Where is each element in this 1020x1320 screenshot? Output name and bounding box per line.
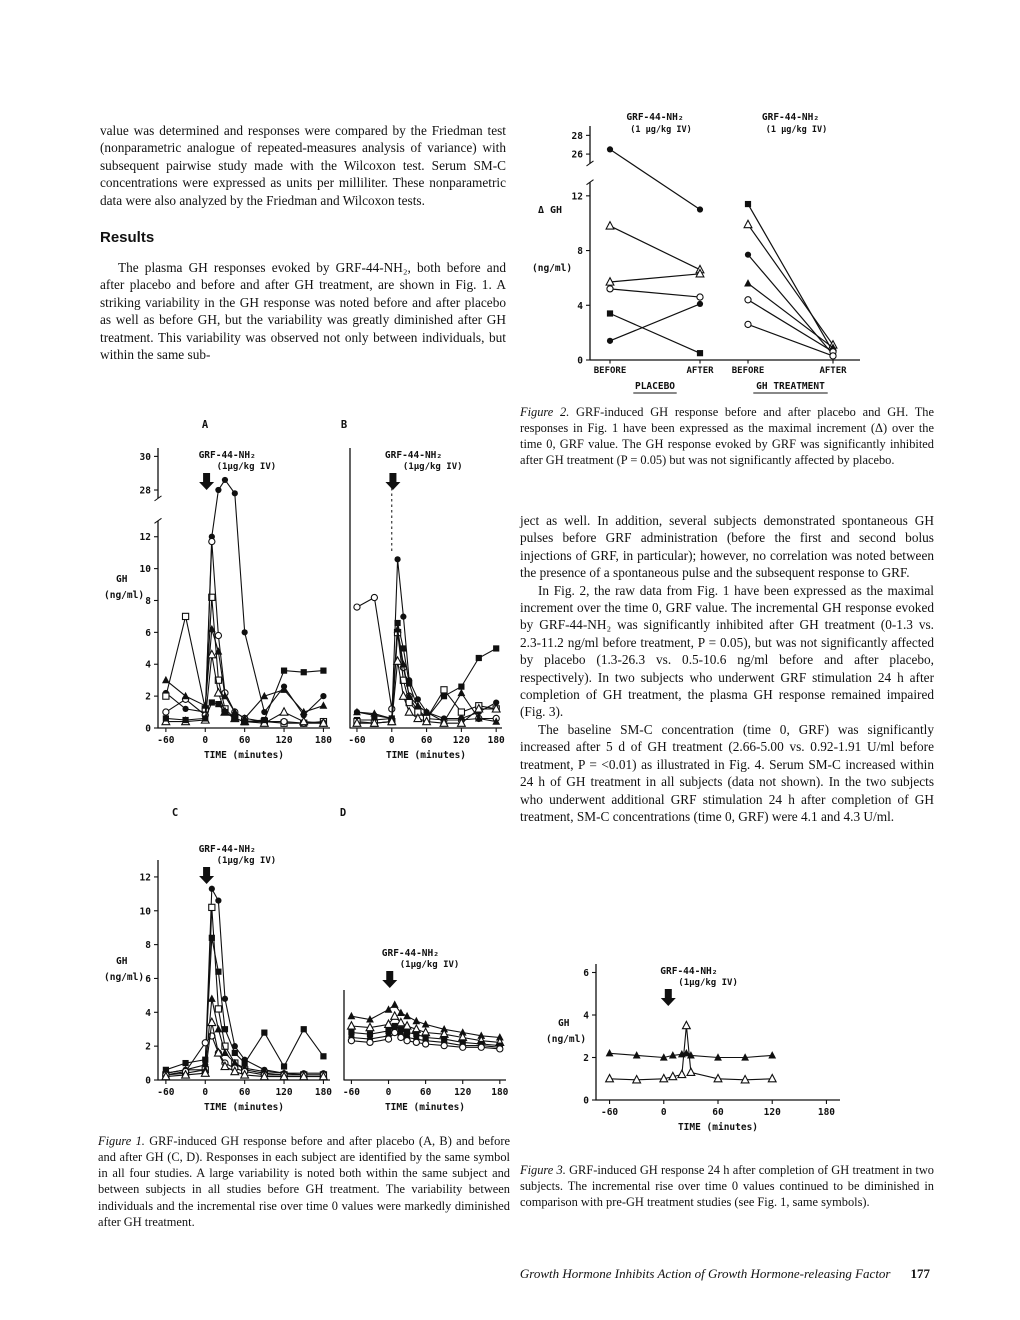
svg-text:-60: -60: [157, 735, 175, 746]
svg-text:26: 26: [571, 149, 583, 161]
svg-text:(ng/ml): (ng/ml): [546, 1034, 587, 1045]
svg-text:180: 180: [314, 735, 333, 746]
svg-text:10: 10: [139, 564, 151, 576]
data-series: [606, 1021, 776, 1083]
svg-text:-60: -60: [342, 1087, 361, 1098]
svg-text:(1μg/kg IV): (1μg/kg IV): [399, 960, 460, 970]
figure3-caption-text: GRF-induced GH response 24 h after completion of GH treatment in two subjects. The incremental rise over time 0 values continued to be diminished in comparison with pre-GH treatment studies (see Fig. 1, same symbols).: [520, 1163, 935, 1210]
svg-text:60: 60: [238, 1087, 251, 1098]
chart-canvas: [516, 106, 936, 418]
svg-text:10: 10: [139, 906, 151, 918]
running-title: Growth Hormone Inhibits Action of Growth Hormone-releasing Factor: [519, 1266, 891, 1281]
svg-text:2: 2: [145, 691, 151, 703]
svg-text:-60: -60: [157, 1087, 175, 1098]
svg-text:AFTER: AFTER: [686, 366, 714, 376]
svg-text:0: 0: [388, 735, 395, 746]
svg-text:120: 120: [275, 1087, 293, 1098]
svg-text:TIME (minutes): TIME (minutes): [203, 750, 285, 761]
svg-text:BEFORE: BEFORE: [731, 366, 765, 376]
svg-text:PLACEBO: PLACEBO: [634, 381, 676, 392]
svg-text:C: C: [171, 807, 179, 819]
svg-text:180: 180: [491, 1087, 509, 1098]
body-paragraph-3: The baseline SM-C concentration (time 0, GRF) was significantly increased after 5 d of GH treatment (2.66-5.00 vs. 0.92-1.91 U/ml before treatment, P = <0.01) as illustrated in Fig. 4. Serum SM-C increased within 24 h of GH treatment in all subjects (data not shown). In the two subjects who underwent additional GRF stimulation 24 h after completion of GH treatment, SM-C concentrations (time 0, GRF) were 4.1 and 4.3 U/ml.: [520, 721, 934, 824]
svg-text:12: 12: [139, 872, 151, 884]
page-footer: [100, 1266, 930, 1282]
svg-text:28: 28: [571, 130, 583, 142]
svg-text:0: 0: [202, 735, 209, 746]
svg-text:D: D: [339, 807, 347, 819]
svg-text:8: 8: [145, 595, 151, 607]
svg-text:120: 120: [275, 735, 293, 746]
svg-text:(1μg/kg IV): (1μg/kg IV): [216, 462, 277, 472]
svg-text:4: 4: [145, 659, 151, 671]
grf-annotation: [199, 844, 277, 884]
chart-canvas: [98, 418, 336, 778]
figure1-caption-label: Figure 1.: [98, 1134, 145, 1148]
grf-injection-arrow: [661, 989, 676, 1006]
svg-text:(ng/ml): (ng/ml): [532, 263, 573, 274]
grf-injection-arrow: [385, 473, 400, 490]
grf-injection-arrow: [382, 971, 397, 988]
svg-text:GRF-44-NH₂: GRF-44-NH₂: [761, 112, 820, 123]
figure1-panel-a: [98, 418, 336, 783]
svg-text:GH: GH: [558, 1018, 570, 1029]
figure3-caption: [520, 1162, 934, 1210]
svg-text:GRF-44-NH₂: GRF-44-NH₂: [384, 450, 443, 461]
svg-text:GRF-44-NH₂: GRF-44-NH₂: [660, 966, 718, 977]
figure2-caption-label: Figure 2.: [520, 405, 570, 419]
svg-text:6: 6: [145, 627, 151, 639]
figure1-caption-text: GRF-induced GH response before and after placebo (A, B) and before and after GH (C, D). Responses in each subject are identified by the same symbol in all four studies. A large variability is noted both within the same subject and between subjects in all studies before GH treatment. The variability between individuals and the incremental rise over time 0 values were markedly diminished after GH treatment.: [98, 1134, 511, 1229]
svg-text:(1μg/kg IV): (1μg/kg IV): [678, 978, 738, 988]
data-series: [162, 477, 327, 726]
results-heading: Results: [100, 229, 155, 246]
svg-text:30: 30: [139, 451, 151, 463]
paired-panel: [732, 112, 847, 393]
grf-annotation: [385, 450, 463, 490]
grf-injection-arrow: [199, 473, 214, 490]
svg-text:GH: GH: [116, 574, 128, 585]
svg-text:GH TREATMENT: GH TREATMENT: [756, 381, 825, 392]
paired-panel: [594, 112, 714, 393]
intro-paragraph: value was determined and responses were compared by the Friedman test (nonparametric analogue of repeated-measures analysis of variance) with subsequent pairwise study made with the Wilcoxon test. Serum SM-C concentrations were expressed as units per milliliter. These nonparametric data were also analyzed by the Friedman and Wilcoxon tests.: [100, 123, 506, 208]
svg-text:8: 8: [577, 246, 583, 258]
svg-text:BEFORE: BEFORE: [593, 366, 627, 376]
svg-text:4: 4: [583, 1010, 589, 1022]
svg-text:(1μg/kg IV): (1μg/kg IV): [216, 856, 277, 866]
svg-text:4: 4: [145, 1007, 151, 1019]
svg-text:(ng/ml): (ng/ml): [104, 590, 145, 601]
svg-text:TIME (minutes): TIME (minutes): [677, 1122, 759, 1133]
svg-text:6: 6: [583, 968, 589, 979]
svg-text:(ng/ml): (ng/ml): [104, 972, 145, 983]
svg-text:60: 60: [238, 735, 251, 746]
svg-text:6: 6: [145, 973, 151, 985]
svg-text:0: 0: [202, 1087, 209, 1098]
svg-text:180: 180: [817, 1107, 836, 1118]
figure1-panel-c: [98, 806, 336, 1135]
svg-text:GRF-44-NH₂: GRF-44-NH₂: [198, 844, 256, 855]
svg-text:-60: -60: [600, 1107, 619, 1118]
svg-text:A: A: [201, 419, 209, 431]
chart-canvas: [98, 806, 336, 1130]
data-series: [348, 1000, 504, 1052]
svg-text:28: 28: [139, 485, 151, 497]
svg-text:120: 120: [452, 735, 470, 746]
chart-canvas: [522, 940, 910, 1152]
body-paragraph-1: ject as well. In addition, several subjects demonstrated spontaneous GH pulses before GRF administration (before the first and second bolus injections of GRF, in particular); however, no correlation was noted between the presence of a spontaneous pulse and the subsequent response to GRF.: [520, 513, 934, 581]
svg-text:0: 0: [145, 723, 151, 735]
svg-text:0: 0: [577, 355, 583, 367]
svg-text:Δ GH: Δ GH: [538, 205, 563, 216]
grf-annotation: [660, 966, 738, 1006]
figure2-caption-text: GRF-induced GH response before and after placebo and GH. The responses in Fig. 1 have been expressed as the maximal increment (Δ) over the time 0, GRF value. The GH response evoked by GRF was significantly inhibited after GH treatment (P = 0.05) but was not significantly affected by placebo.: [520, 405, 934, 468]
svg-text:120: 120: [763, 1107, 781, 1118]
page-number: 177: [910, 1266, 930, 1281]
grf-injection-arrow: [199, 867, 214, 884]
svg-text:12: 12: [571, 191, 583, 203]
svg-text:B: B: [340, 419, 348, 431]
svg-text:-60: -60: [348, 735, 366, 746]
svg-text:TIME (minutes): TIME (minutes): [203, 1102, 285, 1113]
svg-text:180: 180: [314, 1087, 333, 1098]
grf-annotation: [199, 450, 277, 490]
svg-text:TIME (minutes): TIME (minutes): [384, 1102, 466, 1113]
chart-canvas: [330, 806, 514, 1132]
figure1-panel-b: [336, 418, 512, 783]
data-series: [353, 556, 500, 726]
svg-text:0: 0: [145, 1075, 151, 1087]
svg-text:(1μg/kg IV): (1μg/kg IV): [402, 462, 463, 472]
body-paragraph-2: In Fig. 2, the raw data from Fig. 1 have been expressed as the maximal increment over the time 0, GRF value. The incremental GH response evoked by GRF-44-NH₂ was significantly inhibited after GH treatment (0-1.3 vs. 2.3-11.2 ng/ml before treatment, P = 0.05), but was not significantly affected by placebo (1.3-26.3 vs. 0.5-10.6 ng/ml before and after placebo, respectively). In two subjects who underwent GRF stimulation 24 h after completion of GH treatment, the plasma GH response remained impaired (Fig. 3).: [520, 582, 934, 720]
chart-canvas: [336, 418, 512, 778]
results-paragraph: The plasma GH responses evoked by GRF-44-NH₂, both before and after placebo and before and after GH treatment, are shown in Fig. 1. A striking variability in the GH response was noted before and after placebo as well as before GH, but the variability was greatly diminished after GH treatment. This variability was observed not only between individuals, but within the same sub-: [100, 260, 506, 363]
svg-text:180: 180: [487, 735, 505, 746]
svg-text:GH: GH: [116, 956, 128, 967]
data-series: [162, 886, 327, 1080]
svg-text:60: 60: [420, 735, 433, 746]
svg-text:60: 60: [419, 1087, 432, 1098]
svg-text:0: 0: [583, 1095, 589, 1107]
figure2-caption: [520, 404, 934, 469]
svg-text:GRF-44-NH₂: GRF-44-NH₂: [381, 948, 439, 959]
svg-text:120: 120: [454, 1087, 472, 1098]
svg-text:(1 μg/kg IV): (1 μg/kg IV): [765, 125, 828, 135]
svg-text:GRF-44-NH₂: GRF-44-NH₂: [198, 450, 256, 461]
grf-annotation: [382, 948, 460, 988]
svg-text:60: 60: [712, 1107, 724, 1118]
svg-text:TIME (minutes): TIME (minutes): [385, 750, 467, 761]
svg-text:4: 4: [577, 300, 583, 312]
svg-text:12: 12: [139, 532, 151, 544]
figure1-caption: [98, 1133, 510, 1230]
svg-text:2: 2: [145, 1041, 151, 1053]
figure2-chart: [516, 106, 936, 423]
figure3-caption-label: Figure 3.: [520, 1163, 566, 1177]
figure1-panel-d: [330, 806, 514, 1137]
right-column-text: [520, 512, 934, 825]
svg-text:8: 8: [145, 940, 151, 952]
svg-text:GRF-44-NH₂: GRF-44-NH₂: [626, 112, 684, 123]
svg-text:0: 0: [385, 1087, 392, 1098]
svg-text:2: 2: [583, 1053, 589, 1064]
svg-text:AFTER: AFTER: [819, 366, 847, 376]
svg-text:0: 0: [660, 1107, 667, 1118]
svg-text:(1 μg/kg IV): (1 μg/kg IV): [630, 125, 692, 135]
figure3-chart: [522, 940, 910, 1157]
